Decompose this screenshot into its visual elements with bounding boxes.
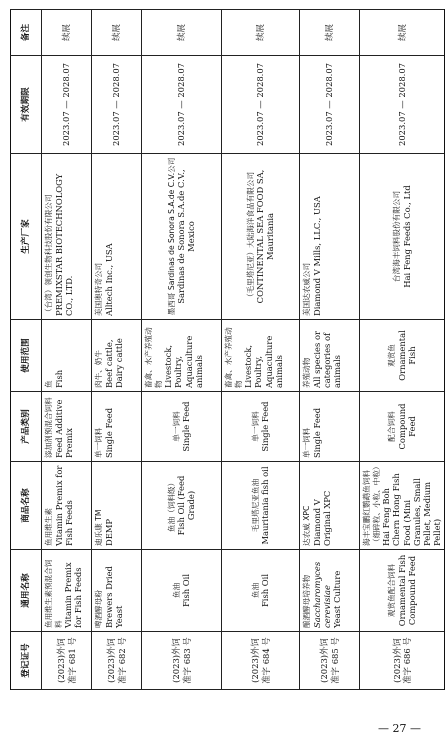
validity: 2023.07 — 2028.07 bbox=[300, 56, 360, 154]
maker: （毛里塔尼亚）大陆海洋食品有限公司 CONTINENTAL SEA FOOD SA, Mauritania bbox=[222, 154, 300, 320]
reg-number: (2023)外饲准字 684 号 bbox=[222, 632, 300, 690]
validity: 2023.07 — 2028.07 bbox=[360, 56, 445, 154]
validity: 2023.07 — 2028.07 bbox=[142, 56, 222, 154]
page-number: — 27 — bbox=[378, 722, 421, 735]
reg-number: (2023)外饲准字 685 号 bbox=[300, 632, 360, 690]
header-maker: 生产厂家 bbox=[11, 154, 42, 320]
header-row bbox=[11, 10, 42, 690]
maker: （台湾）领创生物科技股份有限公司 PREMIXSTAR BIOTECHNOLOGY CO., LTD. bbox=[42, 154, 92, 320]
note: 续展 bbox=[300, 10, 360, 56]
note: 续展 bbox=[222, 10, 300, 56]
scope: 养殖动物 All species or categories of animals bbox=[300, 320, 360, 392]
common-name: 鱼油 Fish Oil bbox=[142, 550, 222, 632]
header-scope: 使用范围 bbox=[11, 320, 42, 392]
trade-name: 达农威 XPC Diamond V Original XPC bbox=[300, 462, 360, 550]
scope: 观赏鱼 Ornamental Fish bbox=[360, 320, 445, 392]
header-validity: 有效期限 bbox=[11, 56, 42, 154]
common-name: 鱼用维生素预混合饲料 Vitamin Premix for Fish Feeds bbox=[42, 550, 92, 632]
note: 续展 bbox=[92, 10, 142, 56]
maker: 美国奥特奇公司 Alltech Inc., USA bbox=[92, 154, 142, 320]
header-note: 备注 bbox=[11, 10, 42, 56]
rotated-page bbox=[10, 10, 443, 690]
category: 配合饲料 Compound Feed bbox=[360, 392, 445, 462]
trade-name: 鱼油（饲料级） Fish Oil (Feed Grade) bbox=[142, 462, 222, 550]
table-row bbox=[300, 10, 360, 690]
trade-name: 鱼用维生素 Vitamin Premix for Fish Feeds bbox=[42, 462, 92, 550]
table-row bbox=[360, 10, 445, 690]
scope: 畜禽、水产养殖动物 Livestock, Poultry, Aquaculture animals bbox=[142, 320, 222, 392]
category: 单一饲料 Single Feed bbox=[142, 392, 222, 462]
note: 续展 bbox=[42, 10, 92, 56]
maker: 美国达农威公司 Diamond V Mills, LLC., USA bbox=[300, 154, 360, 320]
category: 单一饲料 Single Feed bbox=[92, 392, 142, 462]
registration-table bbox=[10, 9, 445, 690]
maker: 台湾海丰饲料股份有限公司 Hai Feng Feeds Co., Ltd bbox=[360, 154, 445, 320]
header-reg: 登记证号 bbox=[11, 632, 42, 690]
table-row bbox=[222, 10, 300, 690]
validity: 2023.07 — 2028.07 bbox=[42, 56, 92, 154]
scope: 鱼 Fish bbox=[42, 320, 92, 392]
reg-number: (2023)外饲准字 681 号 bbox=[42, 632, 92, 690]
trade-name: 海丰宝鹏红鹦鹉鱼饲料（细碎粒、小粒、中粒） Hai Feng Boh Chern Hong Fish Food (Mini Granules, Small Pellet, Medium Pellet) bbox=[360, 462, 445, 550]
header-category: 产品类别 bbox=[11, 392, 42, 462]
header-trade-name: 商品名称 bbox=[11, 462, 42, 550]
table-row bbox=[42, 10, 92, 690]
table-row bbox=[92, 10, 142, 690]
reg-number: (2023)外饲准字 682 号 bbox=[92, 632, 142, 690]
note: 续展 bbox=[360, 10, 445, 56]
common-name: 啤酒酵母粉 Brewers Dried Yeast bbox=[92, 550, 142, 632]
validity: 2023.07 — 2028.07 bbox=[92, 56, 142, 154]
reg-number: (2023)外饲准字 683 号 bbox=[142, 632, 222, 690]
trade-name: 迪乐康 TM DEMP bbox=[92, 462, 142, 550]
validity: 2023.07 — 2028.07 bbox=[222, 56, 300, 154]
scope: 畜禽、水产养殖动物 Livestock, Poultry, Aquaculture animals bbox=[222, 320, 300, 392]
category: 单一饲料 Single Feed bbox=[300, 392, 360, 462]
category: 添加剂预混合饲料 Feed Additive Premix bbox=[42, 392, 92, 462]
common-name: 鱼油 Fish Oil bbox=[222, 550, 300, 632]
scope: 肉牛、奶牛 Beef cattle, Dairy cattle bbox=[92, 320, 142, 392]
category: 单一饲料 Single Feed bbox=[222, 392, 300, 462]
maker: 墨西哥 Sardinas de Sonora S.A.de C.V.公司 Sardinas de Sonora S.A.de C.V., Mexico bbox=[142, 154, 222, 320]
note: 续展 bbox=[142, 10, 222, 56]
table-row bbox=[142, 10, 222, 690]
header-common-name: 通用名称 bbox=[11, 550, 42, 632]
common-name: 观赏鱼配合饲料 Ornamental Fish Compound Feed bbox=[360, 550, 445, 632]
common-name: 酿酒酵母培养物 Saccharomyces cerevisiae Yeast Culture bbox=[300, 550, 360, 632]
trade-name: 毛里塔尼亚鱼油 Mauritania fish oil bbox=[222, 462, 300, 550]
reg-number: (2023)外饲准字 686 号 bbox=[360, 632, 445, 690]
